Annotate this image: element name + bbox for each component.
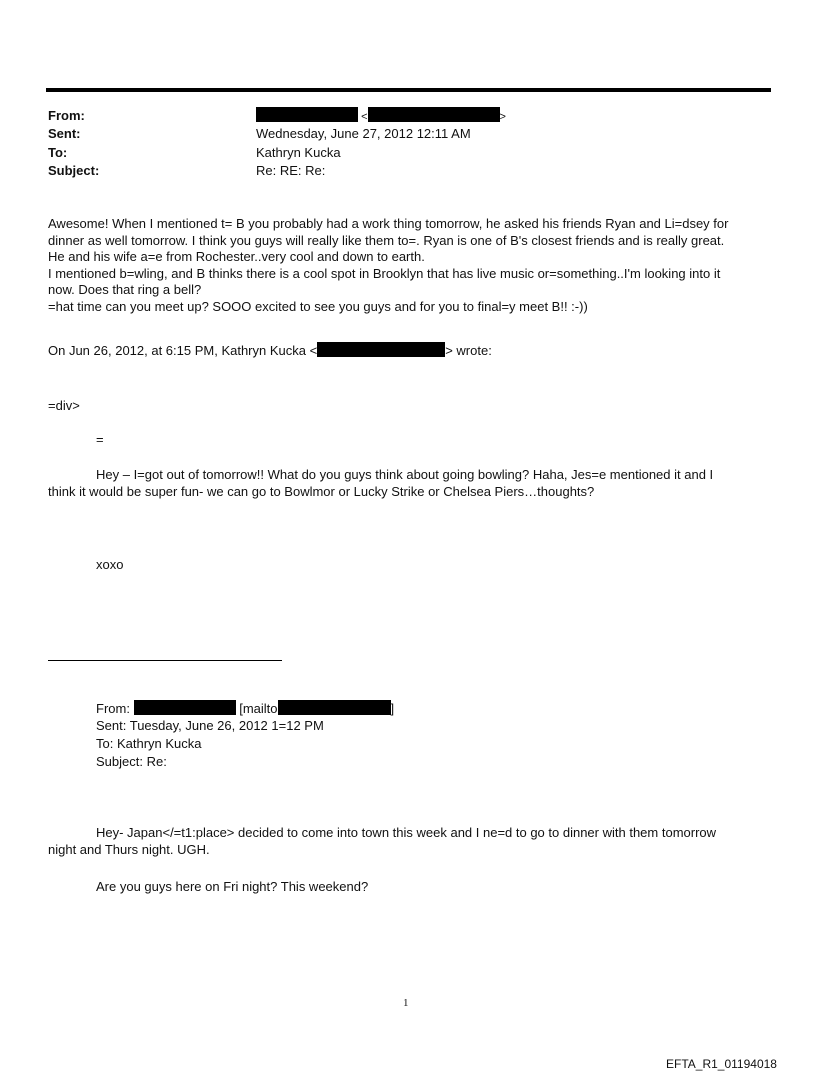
redaction-bar <box>134 700 236 715</box>
body-line: I mentioned b=wling, and B thinks there is a cool spot in Brooklyn that has live music or=something..I'm looking into it <box>48 265 721 281</box>
redaction-bar <box>256 107 358 122</box>
body-line: =hat time can you meet up? SOOO excited to see you guys and for you to final=y meet B!! :-)) <box>48 298 588 314</box>
subject-value: Re: RE: Re: <box>256 163 326 178</box>
header-rule <box>46 88 771 92</box>
quoted-line: Hey – I=got out of tomorrow!! What do you guys think about going bowling? Haha, Jes=e mentioned it and I <box>96 467 714 482</box>
to-value: Kathryn Kucka <box>256 145 341 160</box>
redaction-bar <box>317 342 445 357</box>
quoted-message <box>48 467 768 500</box>
inner-from <box>96 700 394 718</box>
document-id: EFTA_R1_01194018 <box>666 1057 777 1071</box>
body-line: dinner as well tomorrow. I think you guys will really like them to=. Ryan is one of B's closest friends and is really great. <box>48 232 725 248</box>
mailto-open: [mailto <box>239 701 278 716</box>
inner-line: Hey- Japan</=t1:place> decided to come into town this week and I ne=d to go to dinner with them tomorrow <box>96 825 717 840</box>
equals-text: = <box>96 432 104 447</box>
page-number: 1 <box>403 997 409 1009</box>
from-label: From: <box>48 108 85 123</box>
quote-header-prefix: On Jun 26, 2012, at 6:15 PM, Kathryn Kucka < <box>48 343 318 358</box>
message-body <box>48 216 768 315</box>
inner-subject: Subject: Re: <box>96 754 167 769</box>
signoff: xoxo <box>96 557 124 572</box>
from-open-bracket: < <box>361 111 368 123</box>
body-line: He and his wife a=e from Rochester..very cool and down to earth. <box>48 249 425 264</box>
quote-header <box>48 342 768 360</box>
separator-rule <box>48 660 282 661</box>
quote-header-suffix: > wrote: <box>445 343 492 358</box>
sent-label: Sent: <box>48 126 81 141</box>
redaction-bar <box>368 107 500 122</box>
subject-label: Subject: <box>48 163 100 178</box>
to-label: To: <box>48 145 68 160</box>
inner-sent: Sent: Tuesday, June 26, 2012 1=12 PM <box>96 718 324 733</box>
sent-value: Wednesday, June 27, 2012 12:11 AM <box>256 126 471 141</box>
from-close-bracket: > <box>499 111 506 123</box>
inner-message <box>48 825 768 858</box>
redaction-bar <box>278 700 391 715</box>
body-line: Awesome! When I mentioned t= B you probably had a work thing tomorrow, he asked his friends Ryan and Li=dsey for <box>48 216 729 231</box>
inner-to: To: Kathryn Kucka <box>96 736 202 751</box>
inner-from-label: From: <box>96 701 130 716</box>
from-value <box>256 107 506 123</box>
mailto-close: ] <box>390 701 395 716</box>
div-tag-text: =div> <box>48 398 80 413</box>
body-line: now. Does that ring a bell? <box>48 282 202 297</box>
quoted-line: think it would be super fun- we can go to Bowlmor or Lucky Strike or Chelsea Piers…thoughts? <box>48 483 595 499</box>
inner-question: Are you guys here on Fri night? This weekend? <box>96 879 369 894</box>
inner-line: night and Thurs night. UGH. <box>48 841 210 857</box>
